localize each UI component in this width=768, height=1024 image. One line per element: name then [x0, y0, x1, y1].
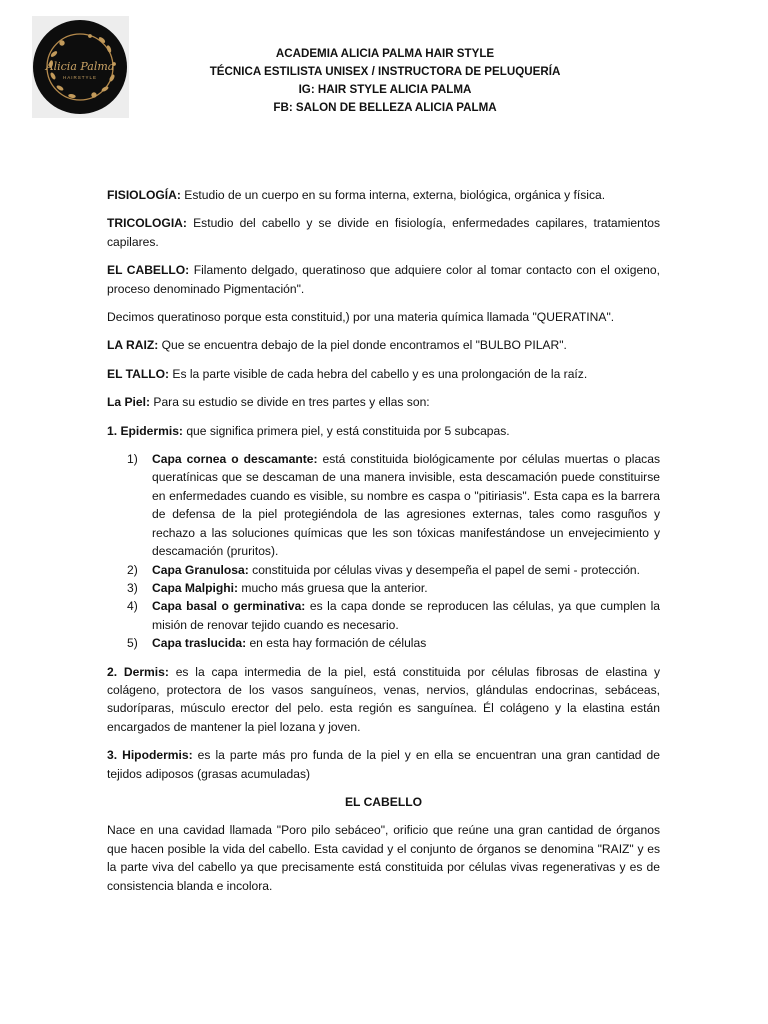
list-item-text: en esta hay formación de células — [246, 636, 427, 651]
term-tallo: EL TALLO: — [107, 366, 170, 381]
term-tricologia: TRICOLOGIA: — [107, 216, 187, 231]
list-item — [107, 561, 660, 579]
text-decimos: Decimos queratinoso porque esta constituid,) por una materia química llamada "QUERATINA". — [107, 310, 615, 325]
list-item-number: 3) — [127, 580, 138, 595]
term-cabello: EL CABELLO: — [107, 263, 190, 278]
list-item-term: Capa basal o germinativa: — [152, 599, 306, 614]
text-tallo: Es la parte visible de cada hebra del cabello y es una prolongación de la raíz. — [169, 366, 588, 381]
text-epidermis: que significa primera piel, y está constituida por 5 subcapas. — [182, 423, 510, 438]
list-item-number: 5) — [127, 636, 138, 651]
list-item-number: 4) — [127, 599, 138, 614]
text-dermis: es la capa intermedia de la piel, está constituida por células fibrosas de elastina y colágeno, protectora de los vasos sanguíneos, venas, nervios, glándulas endocrinas, sebáceas, sudoríparas, músculo erector del pelo. esta región es sanguínea. Él colágeno y la elastina están encargados de mantener la piel lozana y joven. — [107, 664, 661, 734]
list-item — [107, 579, 660, 597]
text-cabello: Filamento delgado, queratinoso que adquiere color al tomar contacto con el oxigeno, proceso denominado Pigmentación". — [107, 263, 660, 296]
paragraph-piel — [107, 393, 660, 411]
header-line-facebook: FB: SALON DE BELLEZA ALICIA PALMA — [273, 101, 497, 114]
text-tricologia: Estudio del cabello y se divide en fisiología, enfermedades capilares, tratamientos capilares. — [107, 216, 660, 249]
list-item-term: Capa cornea o descamante: — [152, 452, 318, 467]
list-item-term: Capa Granulosa: — [152, 562, 249, 577]
text-nace: Nace en una cavidad llamada "Poro pilo sebáceo", orificio que reúne una gran cantidad de órganos que hacen posible la vida del cabello. Esta cavidad y el conjunto de órganos se denomina "RAIZ" y es la parte viva del cabello ya que precisamente está constituida por células vivas regenerativas y es de consistencia blanda e incolora. — [107, 823, 660, 893]
paragraph-tricologia — [107, 214, 660, 251]
paragraph-raiz — [107, 336, 660, 354]
term-piel: La Piel: — [107, 395, 151, 410]
list-item — [107, 597, 660, 634]
header-line-instagram: IG: HAIR STYLE ALICIA PALMA — [298, 83, 472, 96]
logo-script-text: Alicia Palma — [45, 60, 115, 73]
document-body — [107, 186, 660, 895]
text-piel: Para su estudio se divide en tres partes y ellas son: — [150, 395, 430, 410]
term-hipodermis: 3. Hipodermis: — [107, 748, 193, 763]
paragraph-dermis — [107, 663, 660, 737]
paragraph-tallo — [107, 365, 660, 383]
paragraph-epidermis — [107, 422, 660, 440]
list-item — [107, 450, 660, 560]
paragraph-nace — [107, 821, 660, 895]
paragraph-fisiologia — [107, 186, 660, 204]
term-dermis: 2. Dermis: — [107, 664, 169, 679]
document-header — [150, 45, 620, 117]
list-item-text: mucho más gruesa que la anterior. — [238, 580, 428, 595]
sublayer-list — [107, 450, 660, 652]
paragraph-decimos — [107, 308, 660, 326]
term-epidermis: 1. Epidermis: — [107, 423, 183, 438]
list-item-text: constituida por células vivas y desempeña el papel de semi - protección. — [248, 562, 641, 577]
term-fisiologia: FISIOLOGÍA: — [107, 188, 181, 202]
logo-sub-text: HAIRSTYLE — [62, 75, 98, 80]
list-item-text: está constituida biológicamente por células muertas o placas queratínicas que se descaman de una manera invisible, esta descamación puede constituirse en enfermedades cuando es visible, su nombre es caspa o "pitiriasis". Esta capa es la barrera de defensa de la piel protegiéndola de las agresiones externas, tales como rasguños y rechazo a las soluciones químicas que les son tóxicas manifestándose un envejecimiento y descamación (pruritos). — [152, 452, 661, 559]
list-item-term: Capa traslucida: — [152, 636, 247, 651]
header-line-title: TÉCNICA ESTILISTA UNISEX / INSTRUCTORA DE PELUQUERÍA — [209, 65, 561, 78]
list-item-number: 1) — [127, 452, 138, 467]
header-line-academy: ACADEMIA ALICIA PALMA HAIR STYLE — [275, 47, 495, 60]
list-item — [107, 634, 660, 652]
term-raiz: LA RAIZ: — [107, 338, 159, 353]
text-fisiologia: Estudio de un cuerpo en su forma interna, externa, biológica, orgánica y física. — [180, 188, 606, 202]
logo — [32, 16, 129, 118]
text-hipodermis: es la parte más pro funda de la piel y en ella se encuentran una gran cantidad de tejidos adiposos (grasas acumuladas) — [107, 748, 660, 781]
paragraph-cabello — [107, 261, 660, 298]
list-item-text: es la capa donde se reproducen las células, ya que cumplen la misión de renovar tejido cuando es necesario. — [152, 599, 661, 632]
paragraph-hipodermis — [107, 746, 660, 783]
text-raiz: Que se encuentra debajo de la piel donde encontramos el "BULBO PILAR". — [158, 338, 567, 353]
list-item-number: 2) — [127, 562, 138, 577]
list-item-term: Capa Malpighi: — [152, 580, 239, 595]
logo-emblem — [32, 16, 129, 118]
section-title-el-cabello: EL CABELLO — [344, 794, 423, 809]
